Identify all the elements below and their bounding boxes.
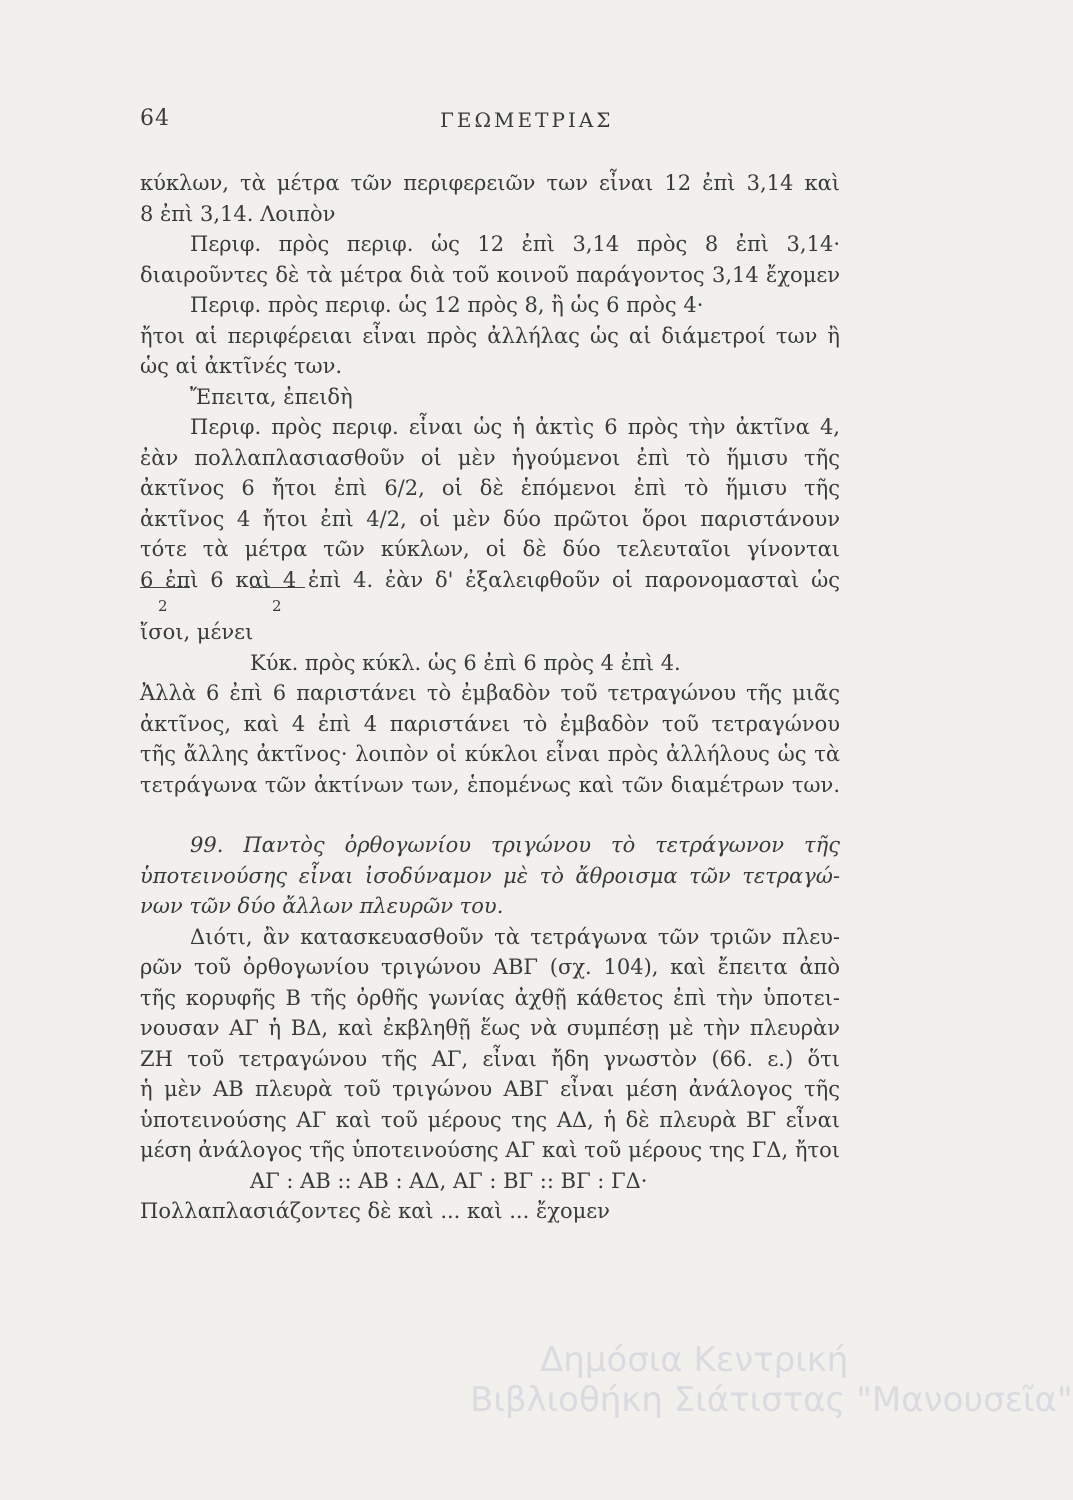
text-line: Πολλαπλασιάζοντες δὲ καὶ ... καὶ ... ἔχομεν: [140, 1199, 610, 1223]
denominator: 2: [272, 597, 282, 615]
text-line: Ἔπειτα, ἐπειδὴ: [190, 384, 353, 409]
text-line: ρῶν τοῦ ὀρθογωνίου τριγώνου ΑΒΓ (σχ. 104), καὶ ἔπειτα ἀπὸ: [140, 955, 840, 979]
text-line: τῆς ἄλλης ἀκτῖνος· λοιπὸν οἱ κύκλοι εἶναι πρὸς ἀλλήλους ὡς τὰ: [140, 742, 840, 766]
text-line: τετράγωνα τῶν ἀκτίνων των, ἑπομένως καὶ τῶν διαμέτρων των.: [140, 772, 840, 797]
page-number: 64: [140, 106, 170, 131]
text-line: μέση ἀνάλογος τῆς ὑποτεινούσης ΑΓ καὶ τοῦ μέρους της ΓΔ, ἤτοι: [140, 1138, 840, 1162]
library-watermark: [470, 1340, 1073, 1460]
text-line: 8 ἐπὶ 3,14. Λοιπὸν: [140, 201, 336, 226]
text-line: ἀκτῖνος, καὶ 4 ἐπὶ 4 παριστάνει τὸ ἐμβαδὸν τοῦ τετραγώνου: [140, 711, 840, 736]
text-line: διαιροῦντες δὲ τὰ μέτρα διὰ τοῦ κοινοῦ παράγοντος 3,14 ἔχομεν: [140, 262, 840, 287]
text-line: νουσαν ΑΓ ἡ ΒΔ, καὶ ἐκβληθῇ ἕως νὰ συμπέσῃ μὲ τὴν πλευρὰν: [140, 1016, 840, 1040]
denominator: 2: [158, 597, 168, 615]
theorem-line: νων τῶν δύο ἄλλων πλευρῶν του.: [140, 894, 504, 918]
text-line: 6 ἐπὶ 6 καὶ 4 ἐπὶ 4. ἐὰν δ' ἐξαλειφθοῦν οἱ παρονομασταὶ ὡς: [140, 567, 840, 592]
running-title: ΓΕΩΜΕΤΡΙΑΣ: [440, 108, 614, 132]
fraction-bar: [250, 587, 305, 588]
text-line: ἐὰν πολλαπλασιασθοῦν οἱ μὲν ἡγούμενοι ἐπὶ τὸ ἥμισυ τῆς: [140, 445, 840, 470]
theorem-line: 99. Παντὸς ὀρθογωνίου τριγώνου τὸ τετράγωνον τῆς: [190, 833, 840, 857]
page-header: [140, 106, 840, 142]
text-line: κύκλων, τὰ μέτρα τῶν περιφερειῶν των εἶναι 12 ἐπὶ 3,14 καὶ: [140, 171, 840, 195]
fraction-bar: [140, 587, 190, 588]
text-line: ἀκτῖνος 4 ἤτοι ἐπὶ 4/2, οἱ μὲν δύο πρῶτοι ὅροι παριστάνουν: [140, 506, 840, 531]
fraction-line: [140, 565, 840, 596]
fraction-denominators: [140, 595, 840, 617]
text-line: ἴσοι, μένει: [140, 620, 254, 644]
text-line: ἀκτῖνος 6 ἤτοι ἐπὶ 6/2, οἱ δὲ ἑπόμενοι ἐπὶ τὸ ἥμισυ τῆς: [140, 476, 840, 500]
text-line: Κύκ. πρὸς κύκλ. ὡς 6 ἐπὶ 6 πρὸς 4 ἐπὶ 4.: [250, 650, 681, 675]
text-line: Περιφ. πρὸς περιφ. ὡς 12 πρὸς 8, ἢ ὡς 6 πρὸς 4·: [190, 293, 704, 317]
text-line: ἡ μὲν ΑΒ πλευρὰ τοῦ τριγώνου ΑΒΓ εἶναι μέση ἀνάλογος τῆς: [140, 1077, 840, 1101]
section-gap: [140, 800, 840, 830]
text-line: ΖΗ τοῦ τετραγώνου τῆς ΑΓ, εἶναι ἤδη γνωστὸν (66. ε.) ὅτι: [140, 1046, 840, 1071]
watermark-line: Βιβλιοθήκη Σιάτιστας "Μανουσεῖα": [470, 1380, 1073, 1420]
text-line: Ἀλλὰ 6 ἐπὶ 6 παριστάνει τὸ ἐμβαδὸν τοῦ τετραγώνου τῆς μιᾶς: [140, 681, 840, 705]
text-line: ὡς αἱ ἀκτῖνές των.: [140, 354, 343, 378]
text-line: Διότι, ἂν κατασκευασθοῦν τὰ τετράγωνα τῶν τριῶν πλευ-: [190, 924, 840, 949]
watermark-line: Δημόσια Κεντρική: [540, 1340, 849, 1380]
body-text: [140, 168, 840, 1227]
text-line: ὑποτεινούσης ΑΓ καὶ τοῦ μέρους της ΑΔ, ἡ δὲ πλευρὰ ΒΓ εἶναι: [140, 1107, 840, 1132]
text-line: Περιφ. πρὸς περιφ. ὡς 12 ἐπὶ 3,14 πρὸς 8 ἐπὶ 3,14·: [190, 232, 840, 256]
text-line: τῆς κορυφῆς Β τῆς ὀρθῆς γωνίας ἀχθῇ κάθετος ἐπὶ τὴν ὑποτει-: [140, 985, 840, 1010]
proportion-line: ΑΓ : ΑΒ :: ΑΒ : ΑΔ, ΑΓ : ΒΓ :: ΒΓ : ΓΔ·: [250, 1168, 648, 1193]
text-line: τότε τὰ μέτρα τῶν κύκλων, οἱ δὲ δύο τελευταῖοι γίνονται: [140, 537, 840, 561]
text-line: Περιφ. πρὸς περιφ. εἶναι ὡς ἡ ἀκτὶς 6 πρὸς τὴν ἀκτῖνα 4,: [190, 415, 840, 439]
text-line: ἤτοι αἱ περιφέρειαι εἶναι πρὸς ἀλλήλας ὡς αἱ διάμετροί των ἢ: [140, 323, 840, 348]
theorem-line: ὑποτεινούσης εἶναι ἰσοδύναμον μὲ τὸ ἄθροισμα τῶν τετραγώ-: [140, 863, 840, 888]
